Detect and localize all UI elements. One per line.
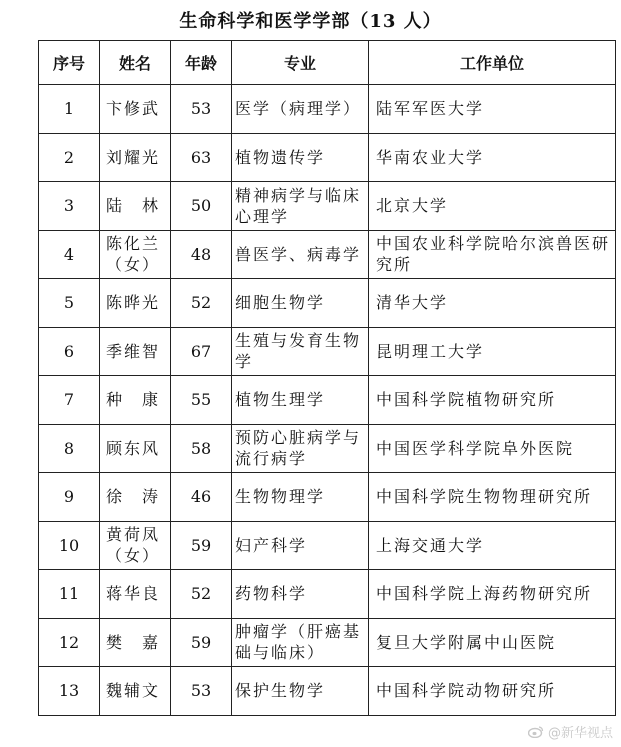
cell-major: 妇产科学	[232, 521, 369, 570]
cell-name: 陆 林	[100, 182, 171, 231]
cell-work: 上海交通大学	[369, 521, 616, 570]
cell-age: 59	[171, 618, 232, 667]
cell-age: 67	[171, 327, 232, 376]
cell-work: 中国农业科学院哈尔滨兽医研究所	[369, 230, 616, 279]
cell-name: 顾东风	[100, 424, 171, 473]
cell-name: 季维智	[100, 327, 171, 376]
cell-work: 华南农业大学	[369, 133, 616, 182]
table-row	[39, 473, 616, 522]
cell-major: 细胞生物学	[232, 279, 369, 328]
table-row	[39, 279, 616, 328]
cell-name: 徐 涛	[100, 473, 171, 522]
cell-major: 植物生理学	[232, 376, 369, 425]
watermark	[528, 722, 613, 741]
cell-name: 陈晔光	[100, 279, 171, 328]
cell-age: 52	[171, 570, 232, 619]
table-row	[39, 230, 616, 279]
cell-age: 58	[171, 424, 232, 473]
cell-age: 53	[171, 85, 232, 134]
header-work: 工作单位	[369, 41, 616, 85]
cell-work: 清华大学	[369, 279, 616, 328]
cell-work: 中国科学院植物研究所	[369, 376, 616, 425]
cell-no: 12	[39, 618, 100, 667]
cell-no: 4	[39, 230, 100, 279]
header-name: 姓名	[100, 41, 171, 85]
table-row	[39, 133, 616, 182]
page-title: 生命科学和医学学部（13 人）	[179, 11, 442, 32]
cell-age: 53	[171, 667, 232, 716]
cell-no: 3	[39, 182, 100, 231]
cell-age: 48	[171, 230, 232, 279]
table-row	[39, 618, 616, 667]
cell-major: 药物科学	[232, 570, 369, 619]
header-major: 专业	[232, 41, 369, 85]
cell-age: 52	[171, 279, 232, 328]
cell-major: 医学（病理学）	[232, 85, 369, 134]
header-no: 序号	[39, 41, 100, 85]
academician-table	[38, 40, 616, 716]
cell-age: 50	[171, 182, 232, 231]
cell-major: 兽医学、病毒学	[232, 230, 369, 279]
cell-name: 黄荷凤（女）	[100, 521, 171, 570]
table-row	[39, 424, 616, 473]
table-row	[39, 182, 616, 231]
weibo-icon	[528, 725, 544, 738]
cell-major: 精神病学与临床心理学	[232, 182, 369, 231]
cell-major: 生殖与发育生物学	[232, 327, 369, 376]
cell-work: 北京大学	[369, 182, 616, 231]
header-age: 年龄	[171, 41, 232, 85]
cell-no: 6	[39, 327, 100, 376]
cell-work: 复旦大学附属中山医院	[369, 618, 616, 667]
cell-major: 保护生物学	[232, 667, 369, 716]
cell-no: 2	[39, 133, 100, 182]
cell-no: 13	[39, 667, 100, 716]
cell-name: 刘耀光	[100, 133, 171, 182]
cell-name: 魏辅文	[100, 667, 171, 716]
cell-name: 种 康	[100, 376, 171, 425]
cell-no: 9	[39, 473, 100, 522]
cell-work: 中国科学院上海药物研究所	[369, 570, 616, 619]
table-row	[39, 667, 616, 716]
table-row	[39, 327, 616, 376]
table-body	[39, 85, 616, 716]
cell-age: 46	[171, 473, 232, 522]
cell-no: 7	[39, 376, 100, 425]
cell-no: 5	[39, 279, 100, 328]
cell-work: 中国科学院动物研究所	[369, 667, 616, 716]
cell-no: 11	[39, 570, 100, 619]
cell-name: 卞修武	[100, 85, 171, 134]
table-row	[39, 85, 616, 134]
cell-work: 中国医学科学院阜外医院	[369, 424, 616, 473]
cell-age: 55	[171, 376, 232, 425]
cell-work: 陆军军医大学	[369, 85, 616, 134]
cell-major: 植物遗传学	[232, 133, 369, 182]
cell-major: 生物物理学	[232, 473, 369, 522]
cell-major: 预防心脏病学与流行病学	[232, 424, 369, 473]
cell-no: 8	[39, 424, 100, 473]
table-row	[39, 376, 616, 425]
cell-work: 中国科学院生物物理研究所	[369, 473, 616, 522]
table-row	[39, 521, 616, 570]
cell-no: 1	[39, 85, 100, 134]
cell-name: 樊 嘉	[100, 618, 171, 667]
cell-work: 昆明理工大学	[369, 327, 616, 376]
cell-no: 10	[39, 521, 100, 570]
table-row	[39, 570, 616, 619]
table-header-row	[39, 41, 616, 85]
cell-name: 陈化兰（女）	[100, 230, 171, 279]
cell-name: 蒋华良	[100, 570, 171, 619]
cell-age: 59	[171, 521, 232, 570]
cell-major: 肿瘤学（肝癌基础与临床）	[232, 618, 369, 667]
watermark-text: @新华视点	[547, 726, 613, 741]
cell-age: 63	[171, 133, 232, 182]
